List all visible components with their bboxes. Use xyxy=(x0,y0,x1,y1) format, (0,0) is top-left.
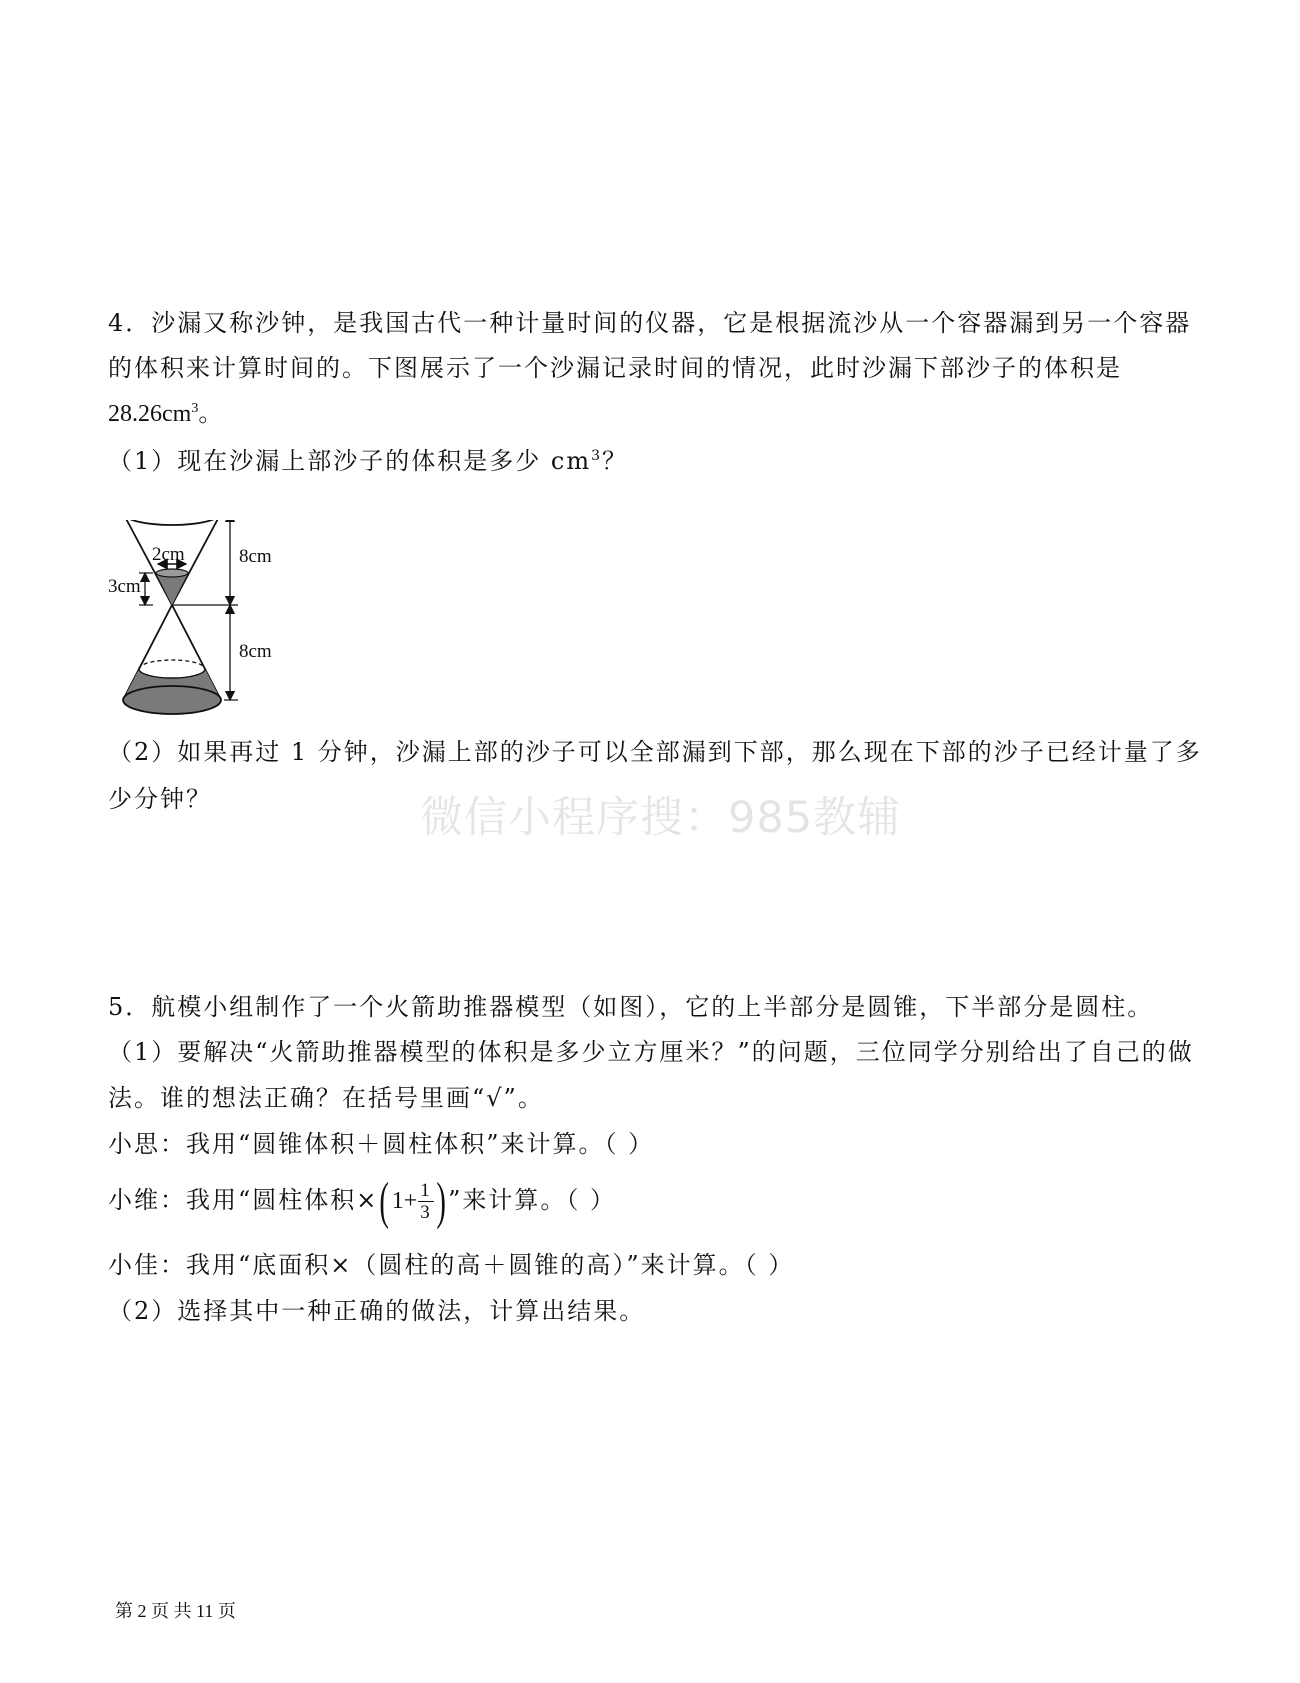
q5-line-1: 5．航模小组制作了一个火箭助推器模型（如图），它的上半部分是圆锥，下半部分是圆柱。 xyxy=(108,993,1154,1021)
q4-part1-exponent: 3 xyxy=(591,448,603,464)
fraction-denominator: 3 xyxy=(420,1202,432,1223)
fraction-numerator: 1 xyxy=(420,1180,432,1201)
label-radius: 2cm xyxy=(152,544,185,565)
q5-xiaojia: 小佳：我用“底面积×（圆柱的高＋圆锥的高）”来计算。（ ） xyxy=(108,1251,795,1279)
label-sand-height: 3cm xyxy=(108,576,141,597)
hourglass-diagram xyxy=(108,520,298,720)
right-parenthesis: ) xyxy=(436,1172,447,1230)
xiaowei-text-pre: 小维：我用“圆柱体积× xyxy=(108,1186,379,1214)
top-sand xyxy=(156,573,188,605)
bottom-sand-back-edge xyxy=(139,660,205,669)
fraction-one-third xyxy=(418,1180,434,1223)
top-cone-rim xyxy=(123,520,221,525)
label-top-height: 8cm xyxy=(239,546,272,567)
q4-volume-exponent: 3 xyxy=(191,401,199,416)
q5-xiaowei xyxy=(108,1172,616,1228)
xiaowei-text-post: ”来计算。（ ） xyxy=(448,1186,616,1214)
q4-part-2-line-1: （2）如果再过 1 分钟，沙漏上部的沙子可以全部漏到下部，那么现在下部的沙子已经计量了多 xyxy=(108,738,1202,766)
q4-volume-value: 28.26cm xyxy=(108,401,192,427)
q4-part-2-line-2: 少分钟？ xyxy=(108,785,212,813)
page-footer: 第 2 页 共 11 页 xyxy=(115,1601,236,1621)
q4-line-1: 4．沙漏又称沙钟，是我国古代一种计量时间的仪器，它是根据流沙从一个容器漏到另一个容器 xyxy=(108,309,1192,337)
bottom-sand xyxy=(123,669,221,714)
left-parenthesis: ( xyxy=(379,1172,391,1230)
q5-part-2: （2）选择其中一种正确的做法，计算出结果。 xyxy=(108,1297,646,1325)
watermark: 微信小程序搜：985教辅 xyxy=(420,793,902,843)
hourglass-figure xyxy=(108,520,298,724)
top-sand-surface xyxy=(156,569,188,577)
q5-part-1-line-1: （1）要解决“火箭助推器模型的体积是多少立方厘米？”的问题，三位同学分别给出了自己的做 xyxy=(108,1038,1194,1066)
xiaowei-one-plus: 1+ xyxy=(391,1188,418,1214)
q5-part-1-line-2: 法。谁的想法正确？在括号里画“√”。 xyxy=(108,1084,544,1112)
q4-part1-text: （1）现在沙漏上部沙子的体积是多少 cm xyxy=(108,447,592,475)
q4-part-1 xyxy=(108,446,628,476)
q4-line3-end: 。 xyxy=(198,401,223,427)
q4-line-2: 的体积来计算时间的。下图展示了一个沙漏记录时间的情况，此时沙漏下部沙子的体积是 xyxy=(108,354,1122,382)
q4-part1-end: ？ xyxy=(602,447,629,475)
label-bottom-height: 8cm xyxy=(239,641,272,662)
q5-xiaosi: 小思：我用“圆锥体积＋圆柱体积”来计算。（ ） xyxy=(108,1130,655,1158)
q4-line-3 xyxy=(108,399,222,429)
